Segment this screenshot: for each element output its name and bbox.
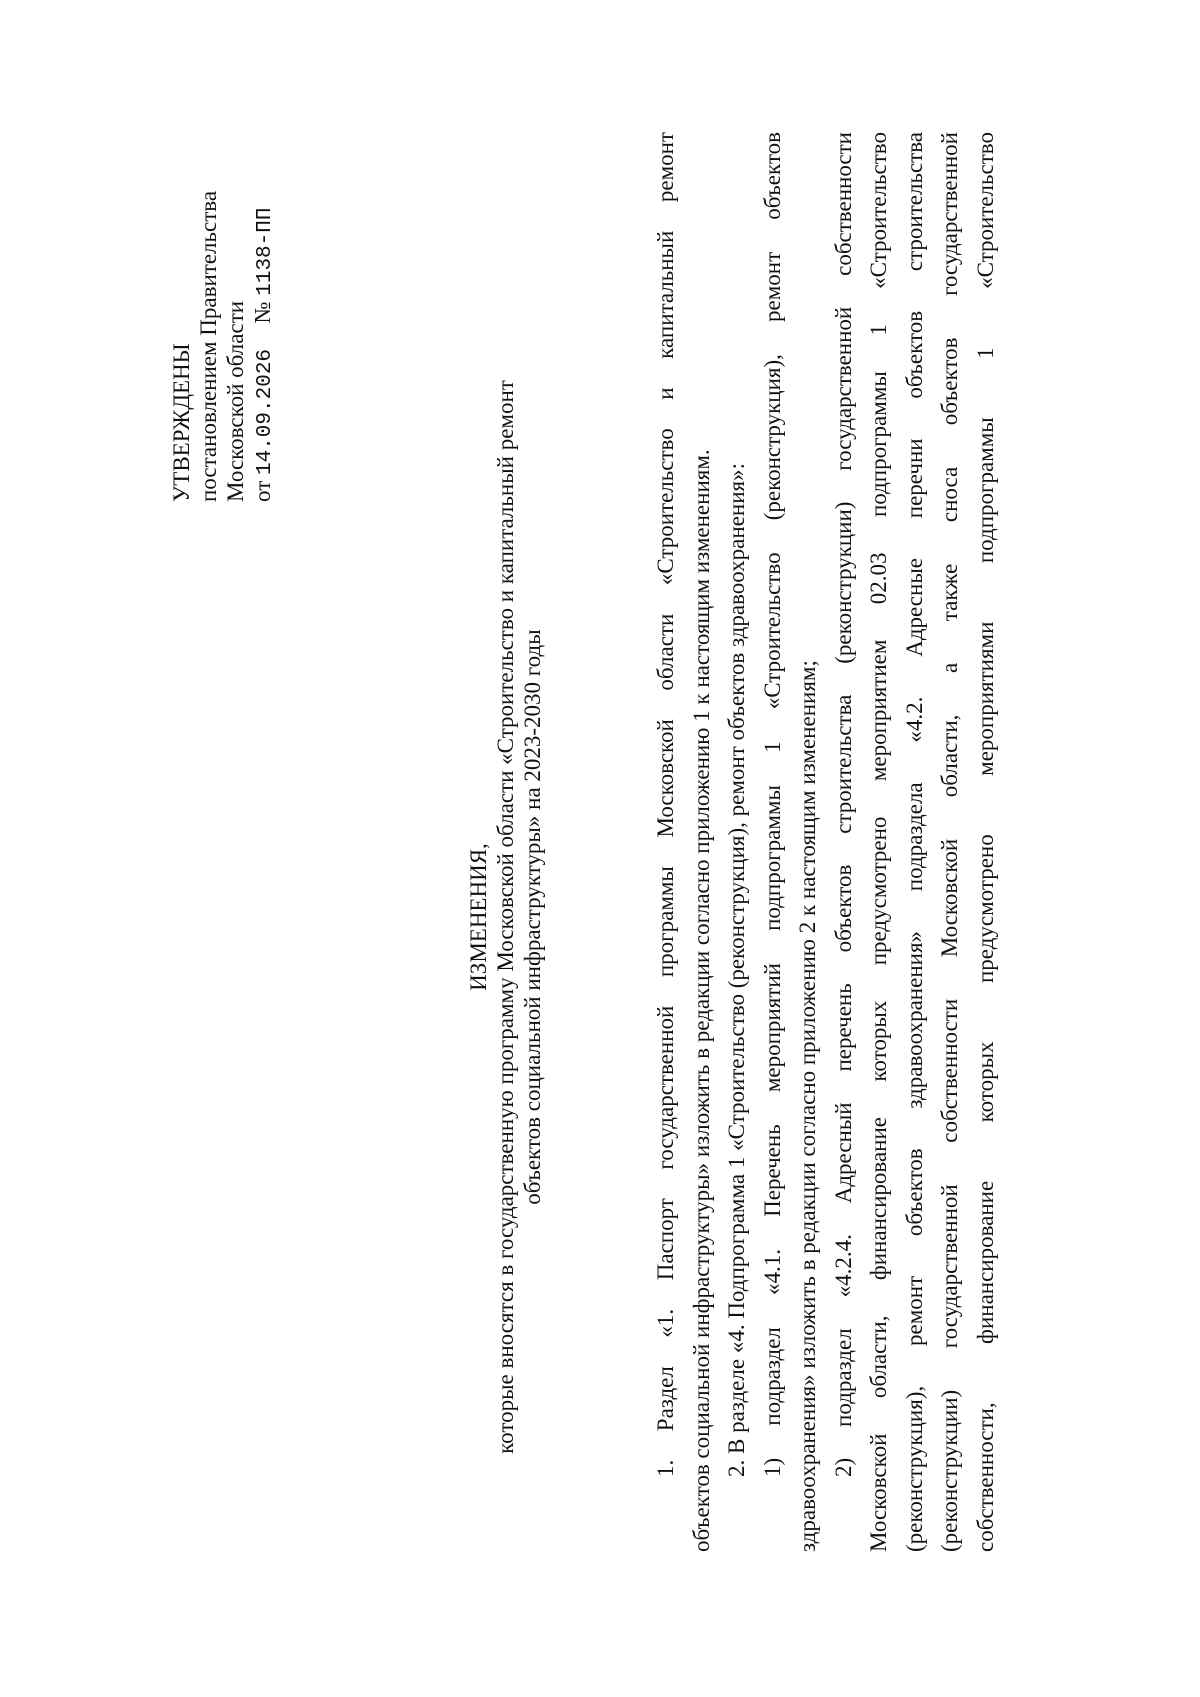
body-line: (реконструкции) государственной собственности Московской области, а также сноса объектов государственной — [937, 132, 962, 1552]
body-line: 1. Раздел «1. Паспорт государственной программы Московской области «Строительство и капитальный ремонт — [653, 132, 678, 1477]
approval-stamp — [168, 122, 279, 502]
approval-authority: постановлением Правительства — [196, 190, 221, 502]
approval-heading: УТВЕРЖДЕНЫ — [169, 343, 194, 502]
approval-region: Московской области — [223, 300, 248, 502]
title-line-2: объектов социальной инфраструктуры» на 2023-2030 годы — [520, 629, 545, 1205]
body-line: 2. В разделе «4. Подпрограмма 1 «Строительство (реконструкция), ремонт объектов здравоохранения»: — [724, 463, 749, 1477]
title-line-1: которые вносятся в государственную программу Московской области «Строительство и капитальный ремонт — [493, 380, 518, 1454]
body-line: собственности, финансирование которых предусмотрено мероприятиями подпрограммы 1 «Строительство — [972, 132, 998, 1552]
body-line: здравоохранения» изложить в редакции согласно приложению 2 к настоящим изменениям; — [795, 660, 820, 1552]
body-line: 2) подраздел «4.2.4. Адресный перечень объектов строительства (реконструкции) государственной собственности — [830, 132, 856, 1477]
number-prefix: № — [250, 301, 275, 324]
approval-number: 1138-ПП — [254, 207, 277, 296]
body-line: Московской области, финансирование которых предусмотрено мероприятием 02.03 подпрограммы 1 «Строительство — [866, 132, 891, 1552]
document-title — [465, 137, 546, 1697]
date-prefix: от — [250, 480, 275, 502]
body-line: 1) подраздел «4.1. Перечень мероприятий подпрограммы 1 «Строительство (реконструкция), ремонт объектов — [759, 132, 785, 1477]
body-line: (реконструкция), ремонт объектов здравоохранения» подраздела «4.2. Адресные перечни объектов строительства — [901, 132, 927, 1552]
document-body — [648, 132, 1003, 1552]
approval-date: 14.09.2026 — [254, 348, 277, 475]
body-line: объектов социальной инфраструктуры» изложить в редакции согласно приложению 1 к настоящим изменениям. — [688, 449, 714, 1552]
title-heading: ИЗМЕНЕНИЯ, — [466, 843, 491, 991]
approval-date-number — [249, 122, 279, 502]
